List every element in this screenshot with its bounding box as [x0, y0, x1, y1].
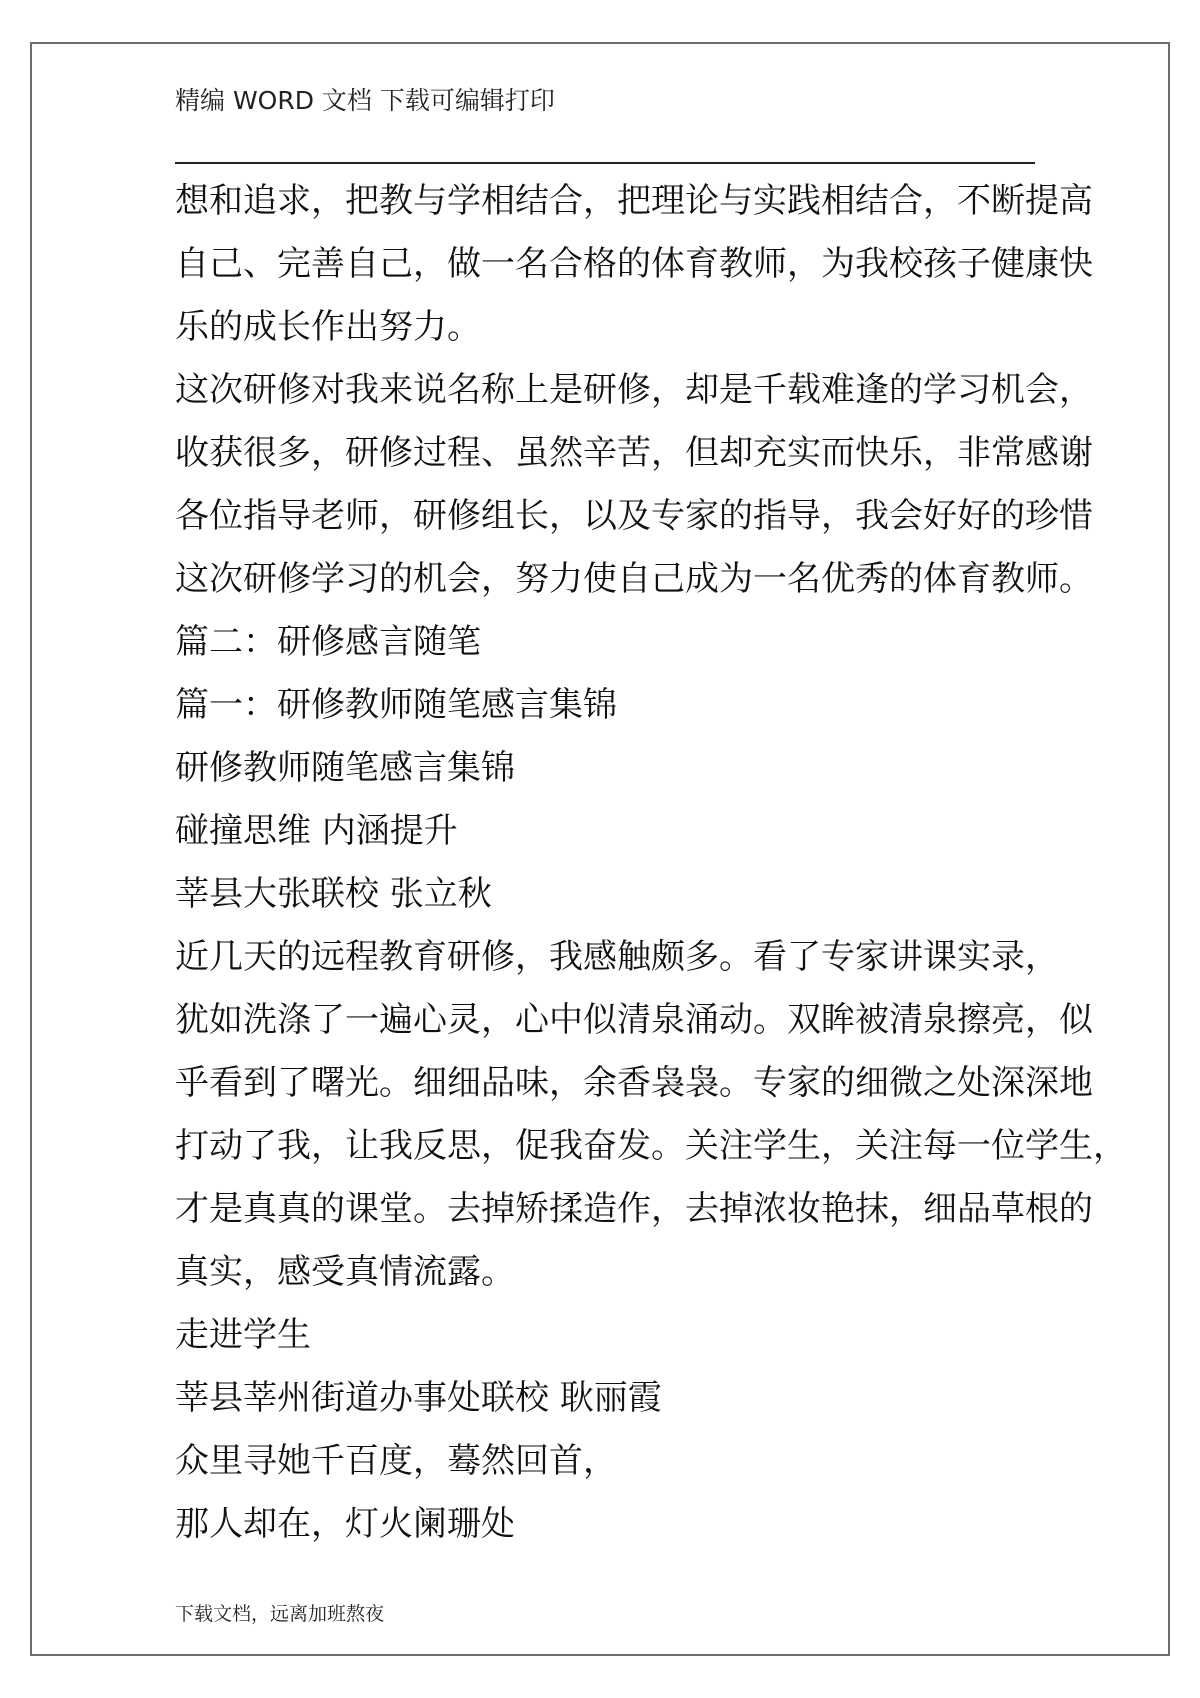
document-body [175, 170, 1127, 1556]
body-line: 乐的成长作出努力。 [175, 307, 481, 347]
body-line: 众里寻她千百度，蓦然回首， [175, 1441, 617, 1481]
body-line: 打动了我，让我反思，促我奋发。关注学生，关注每一位学生， [175, 1126, 1127, 1166]
article-author: 莘县大张联校 张立秋 [175, 874, 492, 914]
body-line: 那人却在，灯火阑珊处 [175, 1504, 515, 1544]
body-line: 近几天的远程教育研修，我感触颇多。看了专家讲课实录， [175, 937, 1059, 977]
body-line: 想和追求，把教与学相结合，把理论与实践相结合，不断提高 [175, 181, 1093, 221]
article-author: 莘县莘州街道办事处联校 耿丽霞 [175, 1378, 662, 1418]
body-line: 自己、完善自己，做一名合格的体育教师，为我校孩子健康快 [175, 244, 1093, 284]
body-line: 这次研修对我来说名称上是研修，却是千载难逢的学习机会， [175, 370, 1093, 410]
body-line: 真实，感受真情流露。 [175, 1252, 515, 1292]
article-title: 碰撞思维 内涵提升 [175, 811, 458, 851]
body-line: 犹如洗涤了一遍心灵，心中似清泉涌动。双眸被清泉擦亮，似 [175, 1000, 1093, 1040]
body-line: 研修教师随笔感言集锦 [175, 748, 515, 788]
body-line: 乎看到了曙光。细细品味，余香袅袅。专家的细微之处深深地 [175, 1063, 1093, 1103]
header-divider [175, 162, 1035, 164]
body-line: 收获很多，研修过程、虽然辛苦，但却充实而快乐，非常感谢 [175, 433, 1093, 473]
page-footer: 下载文档，远离加班熬夜 [175, 1603, 385, 1625]
page-header: 精编 WORD 文档 下载可编辑打印 [175, 86, 555, 115]
body-line: 各位指导老师，研修组长，以及专家的指导，我会好好的珍惜 [175, 496, 1093, 536]
body-line: 这次研修学习的机会，努力使自己成为一名优秀的体育教师。 [175, 559, 1093, 599]
body-line: 篇一：研修教师随笔感言集锦 [175, 685, 617, 725]
section-heading: 篇二：研修感言随笔 [175, 622, 481, 662]
article-title: 走进学生 [175, 1315, 311, 1355]
body-line: 才是真真的课堂。去掉矫揉造作，去掉浓妆艳抹，细品草根的 [175, 1189, 1093, 1229]
